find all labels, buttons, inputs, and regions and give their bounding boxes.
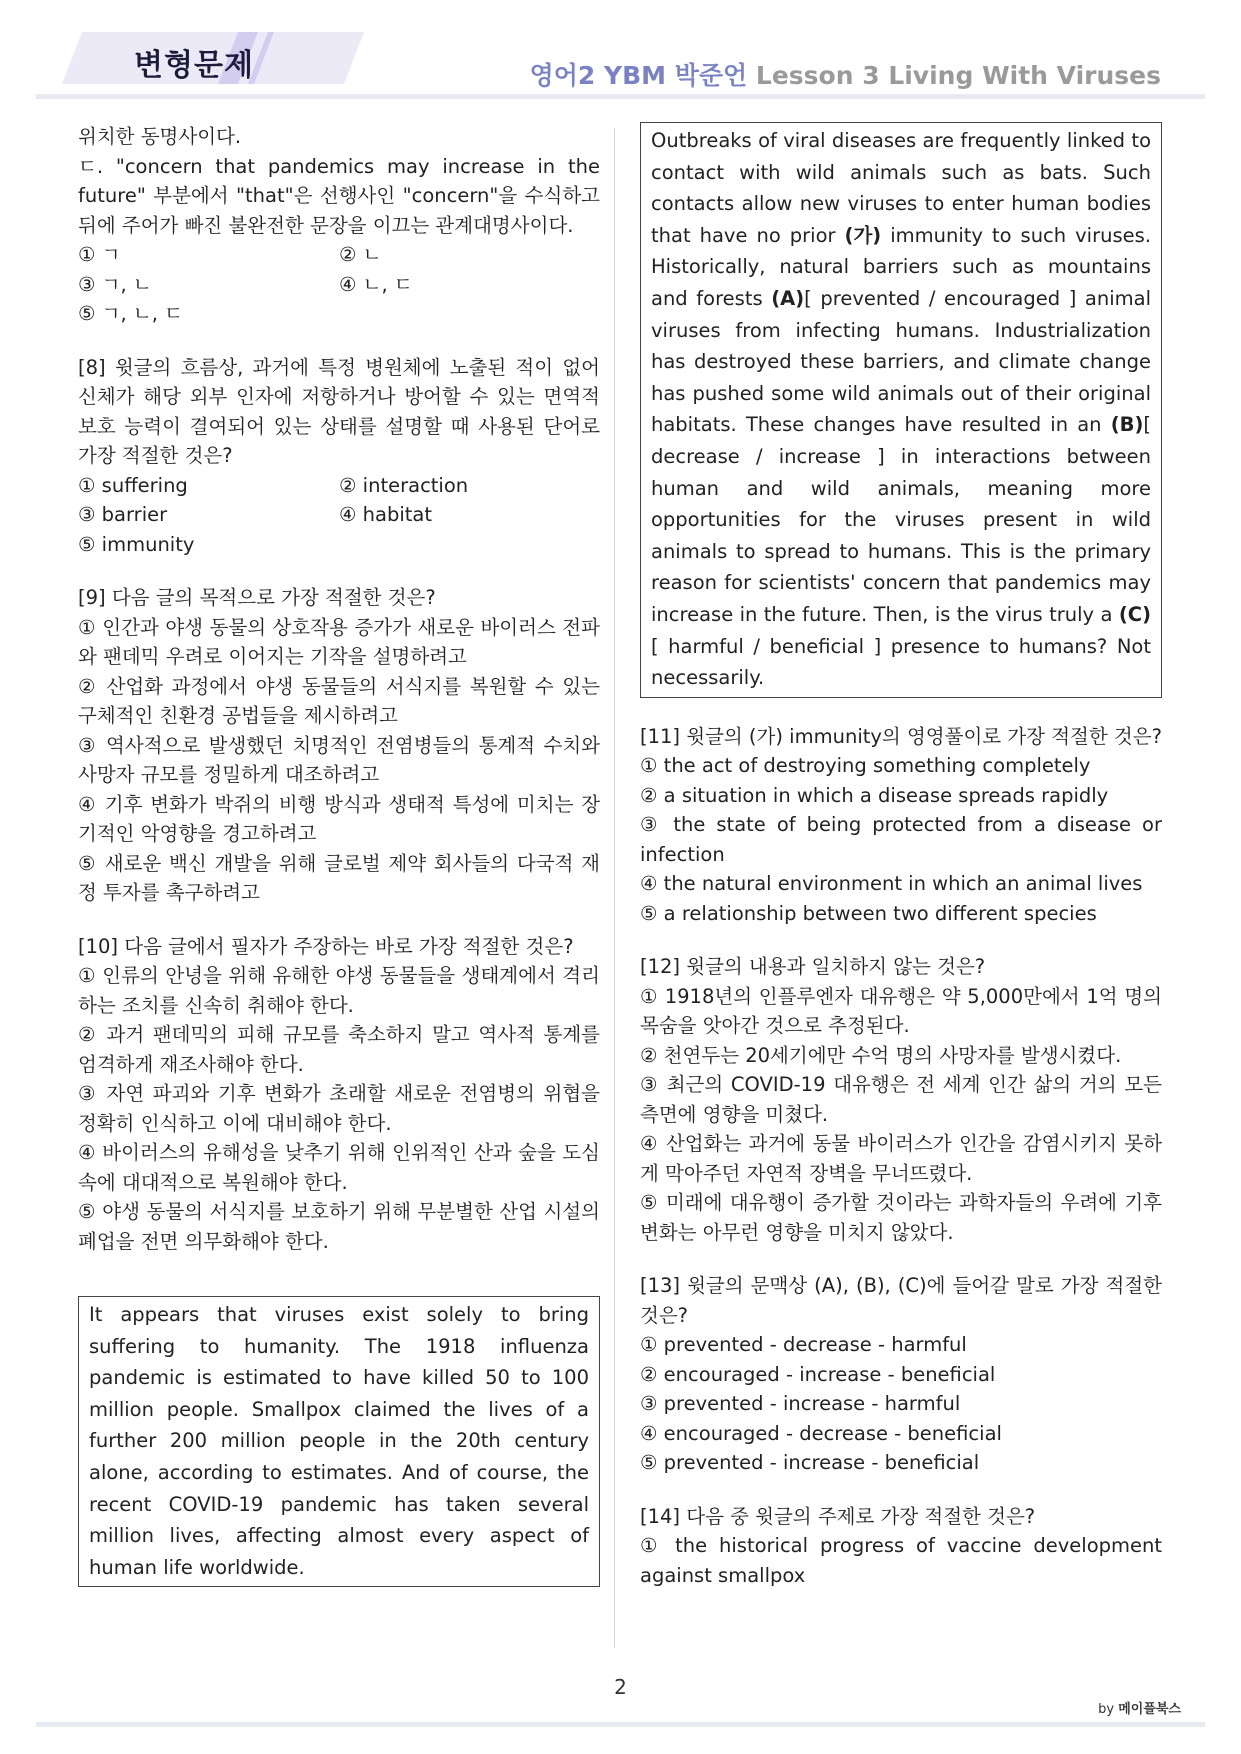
q10-option-2[interactable]: ② 과거 팬데믹의 피해 규모를 축소하지 말고 역사적 통계를 엄격하게 재조사해야 한다. — [78, 1023, 600, 1076]
q10-option-1[interactable]: ① 인류의 안녕을 위해 유해한 야생 동물들을 생태계에서 격리하는 조치를 신속히 취해야 한다. — [78, 964, 600, 1017]
q8-options — [78, 471, 600, 560]
header-rule — [36, 94, 1205, 99]
q10-option-5[interactable]: ⑤ 야생 동물의 서식지를 보호하기 위해 무분별한 산업 시설의 폐업을 전면 의무화해야 한다. — [78, 1200, 600, 1253]
passage-part-4: [ decrease / increase ] in interactions between human and wild animals, meaning more opportunities for the viruses present in wild animals to spread to humans. This is the primary reason for scientists' concern that pandemics may increase in the future. Then, is the virus truly a — [651, 413, 1151, 626]
marker-b: (B) — [1110, 413, 1144, 437]
left-column — [78, 122, 600, 1587]
q7-option-1[interactable]: ① ㄱ — [78, 243, 121, 266]
q13-option-5[interactable]: ⑤ prevented - increase - beneficial — [640, 1451, 980, 1475]
q13-stem: [13] 윗글의 문맥상 (A), (B), (C)에 들어갈 말로 가장 적절한 것은? — [640, 1274, 1162, 1327]
q9-stem: [9] 다음 글의 목적으로 가장 적절한 것은? — [78, 586, 436, 609]
q11-option-3[interactable]: ③ the state of being protected from a disease or infection — [640, 813, 1162, 866]
header-subject: 영어2 YBM 박준언 — [529, 61, 748, 90]
q9-option-1[interactable]: ① 인간과 야생 동물의 상호작용 증가가 새로운 바이러스 전파와 팬데믹 우려로 이어지는 기작을 설명하려고 — [78, 615, 600, 668]
q8-stem: [8] 윗글의 흐름상, 과거에 특정 병원체에 노출된 적이 없어 신체가 해당 외부 인자에 저항하거나 방어할 수 있는 면역적 보호 능력이 결여되어 있는 상태를 설명할 때 사용된 단어로 가장 적절한 것은? — [78, 355, 600, 467]
header-badge — [62, 32, 364, 84]
q8-option-1[interactable]: ① suffering — [78, 473, 188, 497]
q11-stem: [11] 윗글의 (가) immunity의 영영풀이로 가장 적절한 것은? — [640, 724, 1162, 748]
q13-option-1[interactable]: ① prevented - decrease - harmful — [640, 1333, 967, 1357]
question-8 — [78, 353, 600, 560]
q8-option-2[interactable]: ② interaction — [339, 473, 469, 497]
question-7-tail — [78, 122, 600, 329]
q14-option-1[interactable]: ① the historical progress of vaccine development against smallpox — [640, 1534, 1162, 1587]
header-badge-title: 변형문제 — [134, 48, 254, 83]
q7-text-2: ㄷ. "concern that pandemics may increase in the future" 부분에서 "that"은 선행사인 "concern"을 수식하고 뒤에 주어가 빠진 불완전한 문장을 이끄는 관계대명사이다. — [78, 154, 600, 237]
question-10 — [78, 932, 600, 1257]
page-number: 2 — [614, 1675, 627, 1699]
question-11 — [640, 722, 1162, 929]
q8-option-5[interactable]: ⑤ immunity — [78, 532, 195, 556]
q13-option-2[interactable]: ② encouraged - increase - beneficial — [640, 1362, 996, 1386]
q9-option-3[interactable]: ③ 역사적으로 발생했던 치명적인 전염병들의 통계적 수치와 사망자 규모를 정밀하게 대조하려고 — [78, 733, 600, 786]
question-14 — [640, 1502, 1162, 1591]
passage-box-right — [640, 122, 1162, 698]
marker-a: (A) — [771, 286, 805, 310]
q10-option-3[interactable]: ③ 자연 파괴와 기후 변화가 초래할 새로운 전염병의 위협을 정확히 인식하고 이에 대비해야 한다. — [78, 1082, 600, 1135]
marker-ga: (가) — [844, 223, 882, 247]
q11-option-2[interactable]: ② a situation in which a disease spreads rapidly — [640, 783, 1109, 807]
q7-option-3[interactable]: ③ ㄱ, ㄴ — [78, 272, 152, 296]
right-column — [640, 122, 1162, 1590]
q12-option-4[interactable]: ④ 산업화는 과거에 동물 바이러스가 인간을 감염시키지 못하게 막아주던 자연적 장벽을 무너뜨렸다. — [640, 1132, 1162, 1185]
q12-option-2[interactable]: ② 천연두는 20세기에만 수억 명의 사망자를 발생시켰다. — [640, 1043, 1122, 1067]
q12-option-3[interactable]: ③ 최근의 COVID-19 대유행은 전 세계 인간 삶의 거의 모든 측면에 영향을 미쳤다. — [640, 1073, 1162, 1126]
passage-part-1: Outbreaks of viral diseases are frequently linked to contact with wild animals such as bats. Such contacts allow new viruses to enter human bodies that have no prior — [651, 129, 1151, 247]
q7-option-4[interactable]: ④ ㄴ, ㄷ — [339, 272, 413, 296]
header-lesson: Lesson 3 Living With Viruses — [755, 61, 1161, 90]
passage-part-2: immunity to such viruses. Historically, natural barriers such as mountains and forests — [651, 223, 1151, 310]
question-13 — [640, 1271, 1162, 1478]
passage-part-5: [ harmful / beneficial ] presence to humans? Not necessarily. — [651, 634, 1151, 690]
q14-stem: [14] 다음 중 윗글의 주제로 가장 적절한 것은? — [640, 1504, 1036, 1528]
footer-brand-name: 메이플북스 — [1118, 1702, 1181, 1717]
q7-text-1: 위치한 동명사이다. — [78, 125, 242, 148]
passage-box-left: It appears that viruses exist solely to bring suffering to humanity. The 1918 influenza pandemic is estimated to have killed 50 to 100 million people. Smallpox claimed the lives of a further 200 million people in the 20th century alone, according to estimates. And of course, the recent COVID-19 pandemic has taken several million lives, affecting almost every aspect of human life worldwide. — [78, 1296, 600, 1587]
footer-brand — [1098, 1698, 1181, 1717]
footer-by: by — [1098, 1702, 1115, 1717]
q10-stem: [10] 다음 글에서 필자가 주장하는 바로 가장 적절한 것은? — [78, 934, 574, 958]
q11-option-1[interactable]: ① the act of destroying something completely — [640, 754, 1091, 778]
q8-option-3[interactable]: ③ barrier — [78, 503, 168, 526]
column-divider — [614, 128, 615, 1648]
q9-option-4[interactable]: ④ 기후 변화가 박쥐의 비행 방식과 생태적 특성에 미치는 장기적인 악영향을 경고하려고 — [78, 792, 600, 845]
q10-option-4[interactable]: ④ 바이러스의 유해성을 낮추기 위해 인위적인 산과 숲을 도심 속에 대대적으로 복원해야 한다. — [78, 1141, 600, 1194]
q11-option-5[interactable]: ⑤ a relationship between two different species — [640, 901, 1097, 925]
q12-option-5[interactable]: ⑤ 미래에 대유행이 증가할 것이라는 과학자들의 우려에 기후 변화는 아무런 영향을 미치지 않았다. — [640, 1191, 1162, 1244]
q13-option-3[interactable]: ③ prevented - increase - harmful — [640, 1392, 961, 1416]
footer-rule — [36, 1722, 1205, 1727]
q11-option-4[interactable]: ④ the natural environment in which an animal lives — [640, 872, 1143, 896]
q9-option-2[interactable]: ② 산업화 과정에서 야생 동물들의 서식지를 복원할 수 있는 구체적인 친환경 공법들을 제시하려고 — [78, 674, 600, 727]
q8-option-4[interactable]: ④ habitat — [339, 503, 433, 526]
q7-option-5[interactable]: ⑤ ㄱ, ㄴ, ㄷ — [78, 302, 183, 325]
marker-c: (C) — [1118, 602, 1151, 626]
header-info — [530, 56, 1161, 92]
q12-stem: [12] 윗글의 내용과 일치하지 않는 것은? — [640, 955, 986, 979]
q12-option-1[interactable]: ① 1918년의 인플루엔자 대유행은 약 5,000만에서 1억 명의 목숨을 앗아간 것으로 추정된다. — [640, 984, 1162, 1038]
q9-option-5[interactable]: ⑤ 새로운 백신 개발을 위해 글로벌 제약 회사들의 다국적 재정 투자를 촉구하려고 — [78, 851, 600, 904]
q7-option-2[interactable]: ② ㄴ — [339, 243, 382, 266]
q13-option-4[interactable]: ④ encouraged - decrease - beneficial — [640, 1421, 1002, 1445]
question-9 — [78, 583, 600, 908]
question-12 — [640, 952, 1162, 1247]
passage-part-3: [ prevented / encouraged ] animal viruses from infecting humans. Industrialization has destroyed these barriers, and climate change has pushed some wild animals out of their original habitats. These changes have resulted in an — [651, 286, 1151, 437]
q7-options — [78, 240, 600, 329]
